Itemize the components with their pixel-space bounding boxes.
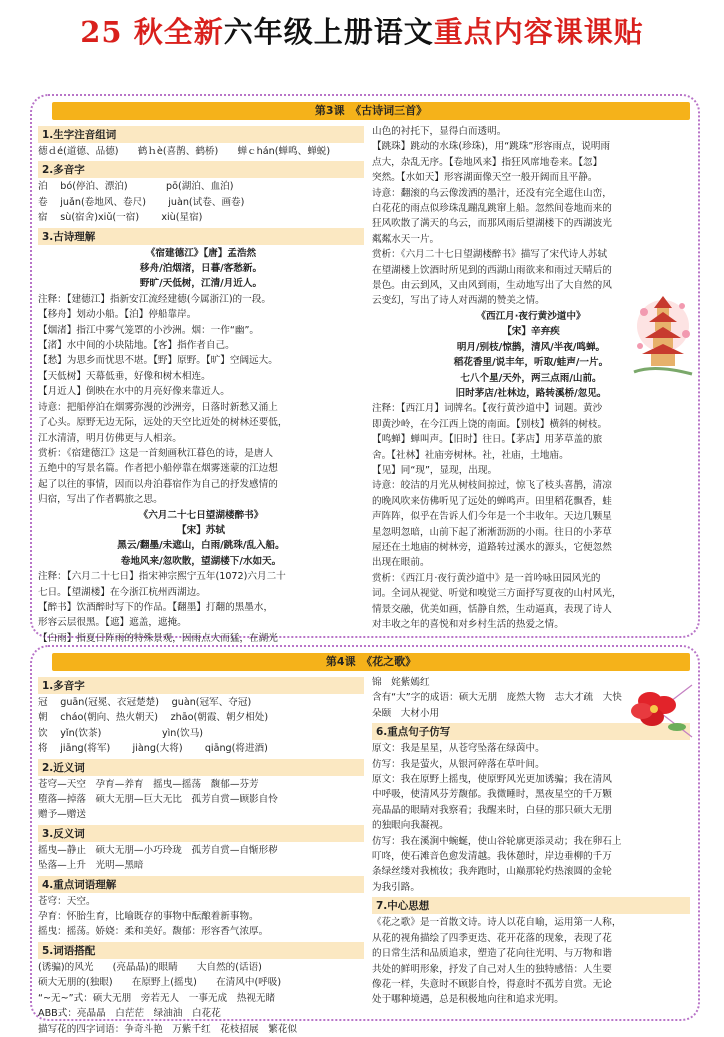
text-line: (诱骗)的风光 (亮晶晶)的眼睛 大自然的(话语) [38, 961, 262, 973]
text-line: 中呼吸，使清风芬芳馥郁。我微睡时，黑夜星空的千万颗 [372, 789, 612, 801]
text-line: 宿 sù(宿舍)xiǔ(一宿) xiù(星宿) [38, 212, 203, 224]
text-line: 将 jiāng(将军) jiàng(大将) qiāng(将进酒) [38, 743, 268, 755]
text-line: 的独眼向我凝视。 [372, 820, 449, 832]
section-heading: 1.生字注音组词 [38, 126, 364, 143]
text-line: 注释：【六月二十七日】指宋神宗熙宁五年(1072)六月二十 [38, 571, 286, 583]
text-line: 冠 guān(冠冕、衣冠楚楚) guàn(冠军、夺冠) [38, 697, 252, 708]
text-line: 景色。由云到风，又由风到雨，生动地写出了大自然的风 [372, 280, 612, 292]
title-part2: 六年级上册语文 [223, 15, 434, 49]
text-line: 亮晶晶的眼睛对我察看；我醒来时，白昼的那只硕大无朋 [372, 804, 612, 816]
text-line: 注释：【建德江】指新安江流经建德(今属浙江)的一段。 [38, 293, 271, 305]
poem-line: 明月/别枝/惊鹊，清风/半夜/鸣蝉。 [456, 341, 606, 353]
text-line: 赏析：《宿建德江》这是一首刻画秋江暮色的诗，是唐人 [38, 447, 274, 459]
text-line: 仿写：我在溪涧中蜿蜒，使山谷轮廓更添灵动；我在卵石上 [372, 835, 622, 847]
text-line: 【月近人】倒映在水中的月亮好像来靠近人。 [38, 386, 230, 398]
text-line: 山色的衬托下，显得白而透明。 [372, 126, 507, 137]
lesson3-left-column [38, 124, 364, 644]
text-line: 云变幻，写出了诗人对西湖的赞美之情。 [372, 295, 545, 307]
text-line: 朵颐 大材小用 [372, 707, 440, 719]
text-line: 出现在眼前。 [372, 557, 430, 569]
text-line: 苍穹—天空 孕育—养育 摇曳—摇荡 馥郁—芬芳 [38, 778, 259, 790]
section-heading: 4.重点词语理解 [38, 876, 364, 893]
poem-line: 《六月二十七日望湖楼醉书》 [138, 509, 264, 521]
poem-line: 卷地风来/忽吹散，望湖楼下/水如天。 [120, 555, 282, 567]
text-line: 《花之歌》是一首散文诗。诗人以花自喻，运用第一人称， [372, 917, 622, 929]
poem-line: 《宿建德江》【唐】孟浩然 [145, 247, 257, 259]
poem-line: 旧时茅店/社林边，路转溪桥/忽见。 [455, 387, 607, 399]
poem-line: 稻花香里/说丰年，听取/蛙声/一片。 [453, 357, 609, 369]
text-line: 白花花的雨点似珍珠乱蹦乱跳窜上船。忽然间卷地而来的 [372, 203, 612, 215]
poem-line: 野旷/天低树，江清/月近人。 [139, 278, 263, 290]
text-line: ABB式：亮晶晶 白茫茫 绿油油 白花花 [38, 1008, 221, 1020]
text-line: “~无~”式：硕大无朋 旁若无人 一事无成 热视无睹 [38, 992, 276, 1004]
text-line: 突然。【水如天】形容湖面像天空一般开阔而且平静。 [372, 172, 598, 184]
text-line: 叮咚，使石滩音色愈发清越。我休憩时，岸边垂柳的千万 [372, 851, 612, 863]
text-line: 从花的视角描绘了四季更迭、花开花落的现象，表现了花 [372, 932, 612, 944]
text-line: 【渚】水中间的小块陆地。【客】指作者自己。 [38, 340, 235, 352]
text-line: 江水清清，明月仿佛更与人相亲。 [38, 432, 182, 444]
text-line: 共处的鲜明形象，抒发了自己对人生的独特感悟：人生要 [372, 963, 612, 975]
text-line: 形容云层很黑。【遮】遮盖，遮掩。 [38, 617, 187, 629]
text-line: 起了以往的事情，因而以舟泊暮宿作为自己的抒发感情的 [38, 478, 278, 490]
text-line: 【醉书】饮酒醉时写下的作品。【翻墨】打翻的黑墨水， [38, 601, 274, 613]
section-heading: 3.古诗理解 [38, 228, 364, 245]
text-line: 坠落—上升 光明—黑暗 [38, 860, 144, 872]
text-line: 了心头。原野无边无际，远处的天空比近处的树林还要低， [38, 417, 288, 429]
text-line: 仿写：我是萤火，从银河碎落在草叶间。 [372, 758, 545, 770]
text-line: 为我引路。 [372, 881, 420, 893]
poem-line: 黑云/翻墨/未遮山，白雨/跳珠/乱入船。 [117, 540, 285, 552]
poem-line: 移舟/泊烟渚，日暮/客愁新。 [139, 263, 263, 275]
text-line: 【烟渚】指江中雾气笼罩的小沙洲。烟：一作“幽”。 [38, 324, 260, 336]
text-line: 诗意：翻滚的乌云像泼洒的墨汁，还没有完全遮住山峦， [372, 187, 612, 199]
text-line: 诗意：把船停泊在烟雾弥漫的沙洲旁，日落时新愁又涌上 [38, 401, 278, 413]
text-line: 赏析：《六月二十七日望湖楼醉书》描写了宋代诗人苏轼 [372, 249, 608, 261]
text-line: 在望湖楼上饮酒时所见到的西湖山雨欲来和雨过天晴后的 [372, 264, 612, 276]
text-line: 赏析：《西江月·夜行黄沙道中》是一首吟咏田园风光的 [372, 572, 601, 584]
text-line: 粼粼水天一片。 [372, 233, 440, 245]
text-line: 的晚风吹来仿佛听见了远处的蝉鸣声。田里稻花飘香，蛙 [372, 495, 612, 507]
text-line: 孕育：怀胎生育，比喻既存的事物中酝酿着新事物。 [38, 911, 259, 923]
text-line: 摇曳—静止 硕大无朋—小巧玲珑 孤芳自赏—自惭形秽 [38, 844, 278, 856]
text-line: 即黄沙岭，在今江西上饶的南面。【别枝】横斜的树枝。 [372, 418, 608, 430]
text-line: 对丰收之年的喜悦和对乡村生活的热爱之情。 [372, 619, 564, 630]
text-line: 五绝中的写景名篇。作者把小船停靠在烟雾迷蒙的江边想 [38, 463, 278, 475]
text-line: 星忽明忽暗，山前下起了淅淅沥沥的小雨。往日的小茅草 [372, 526, 612, 538]
text-line: 处于哪种境遇，总是积极地向往和追求光明。 [372, 994, 564, 1006]
text-line: 含有“大”字的成语：硕大无朋 庞然大物 志大才疏 大快 [372, 692, 622, 704]
section-heading: 2.多音字 [38, 161, 364, 178]
title-part3: 重点内容课课贴 [433, 15, 644, 49]
text-line: 七日。【望湖楼】在今浙江杭州西湖边。 [38, 586, 206, 598]
section-heading: 5.词语搭配 [38, 942, 364, 959]
text-line: 堕落—掉落 硕大无朋—巨大无比 孤芳自赏—顾影自怜 [38, 794, 278, 806]
section-heading: 3.反义词 [38, 825, 364, 842]
text-line: 泊 bó(停泊、漂泊) pō(湖泊、血泊) [38, 181, 234, 193]
text-line: 原文：我在原野上摇曳，使原野风光更加诱骗；我在清风 [372, 774, 612, 786]
pagoda-illustration [634, 292, 692, 382]
page-title [0, 0, 724, 64]
poem-line: 《西江月·夜行黄沙道中》 [476, 310, 586, 322]
lesson3-header: 第3课 《古诗词三首》 [52, 102, 690, 120]
section-heading: 2.近义词 [38, 759, 364, 776]
text-line: 【移舟】划动小船。【泊】停船靠岸。 [38, 309, 197, 321]
text-line: 屋还在土地庙的树林旁，道路转过溪水的源头，它便忽然 [372, 541, 612, 553]
section-heading: 1.多音字 [38, 677, 364, 694]
text-line: 词。全词从视觉、听觉和嗅觉三方面抒写夏夜的山村风光， [372, 588, 622, 600]
text-line: 摇曳：摇荡。娇娆：柔和美好。馥郁：形容香气浓厚。 [38, 926, 269, 938]
section-heading: 7.中心思想 [372, 897, 690, 914]
text-line: 【鸣蝉】蝉叫声。【旧时】往日。【茅店】用茅草盖的旅 [372, 434, 603, 446]
title-part1: 25 秋全新 [80, 15, 224, 49]
text-line: 锦 姹紫嫣红 [372, 677, 430, 688]
text-line: 饮 yǐn(饮茶) yìn(饮马) [38, 727, 204, 739]
text-line: 德ｄé(道德、品德) 鹤ｈè(喜鹊、鹤桥) 蝉ｃhán(蝉鸣、蝉蜕) [38, 146, 331, 157]
text-line: 诗意：皎洁的月光从树枝间掠过，惊飞了枝头喜鹊，清凉 [372, 480, 612, 492]
text-line: 【见】同“现”，显现，出现。 [372, 464, 498, 476]
lesson4-header: 第4课 《花之歌》 [52, 653, 690, 671]
text-line: 硕大无朋的(独眼) 在原野上(摇曳) 在清风中(呼吸) [38, 977, 282, 989]
text-line: 【跳珠】跳动的水珠(珍珠)，用“跳珠”形容雨点，说明雨 [372, 141, 611, 153]
text-line: 点大，杂乱无序。【卷地风来】指狂风席地卷来。【忽】 [372, 156, 603, 168]
poem-line: 七八个星/天外，两三点雨/山前。 [460, 372, 602, 384]
poem-line: 【宋】苏轼 [177, 524, 225, 536]
text-line: 的日常生活和品质追求，塑造了花向往光明、与万物和谐 [372, 948, 612, 960]
lesson3-card [30, 94, 700, 644]
text-line: 条绿丝缕对我梳妆；我奔跑时，山巅那轮灼热滚圆的金轮 [372, 866, 612, 878]
text-line: 苍穹：天空。 [38, 895, 96, 907]
section-heading: 6.重点句子仿写 [372, 723, 690, 740]
text-line: 朝 cháo(朝向、热火朝天) zhāo(朝霞、朝夕相处) [38, 712, 269, 724]
text-line: 像花一样，失意时不顾影自怜，得意时不孤芳自赏。无论 [372, 978, 612, 990]
text-line: 舍。【社林】社庙旁树林。社，社庙，土地庙。 [372, 449, 569, 461]
text-line: 狂风吹散了满天的乌云，而那风雨后望湖楼下的西湖波光 [372, 218, 612, 230]
text-line: 情景交融，优美如画，恬静自然，生动逼真，表现了诗人 [372, 603, 612, 615]
flower-illustration [622, 681, 694, 741]
text-line: 原文：我是星星，从苍穹坠落在绿茵中。 [372, 743, 545, 755]
text-line: 【天低树】天幕低垂，好像和树木相连。 [38, 370, 211, 382]
text-line: 【白雨】指夏日阵雨的特殊景观，因雨点大而猛，在湖光 [38, 632, 278, 644]
text-line: 卷 juǎn(卷地风、卷尺) juàn(试卷、画卷) [38, 196, 245, 208]
text-line: 描写花的四字词语：争奇斗艳 万紫千红 花枝招展 繁花似 [38, 1023, 298, 1035]
poem-line: 【宋】辛弃疾 [502, 326, 560, 338]
text-line: 【愁】为思乡而忧思不堪。【野】原野。【旷】空阔远大。 [38, 355, 278, 367]
text-line: 声阵阵，似乎在告诉人们今年是一个丰收年。天边几颗星 [372, 511, 612, 523]
text-line: 注释：【西江月】词牌名。【夜行黄沙道中】词题。黄沙 [372, 403, 603, 415]
text-line: 赠予—赠送 [38, 809, 86, 821]
lesson4-card [30, 645, 700, 1035]
lesson4-left-column [38, 675, 364, 1035]
text-line: 归宿，写出了作者羁旅之思。 [38, 494, 163, 506]
